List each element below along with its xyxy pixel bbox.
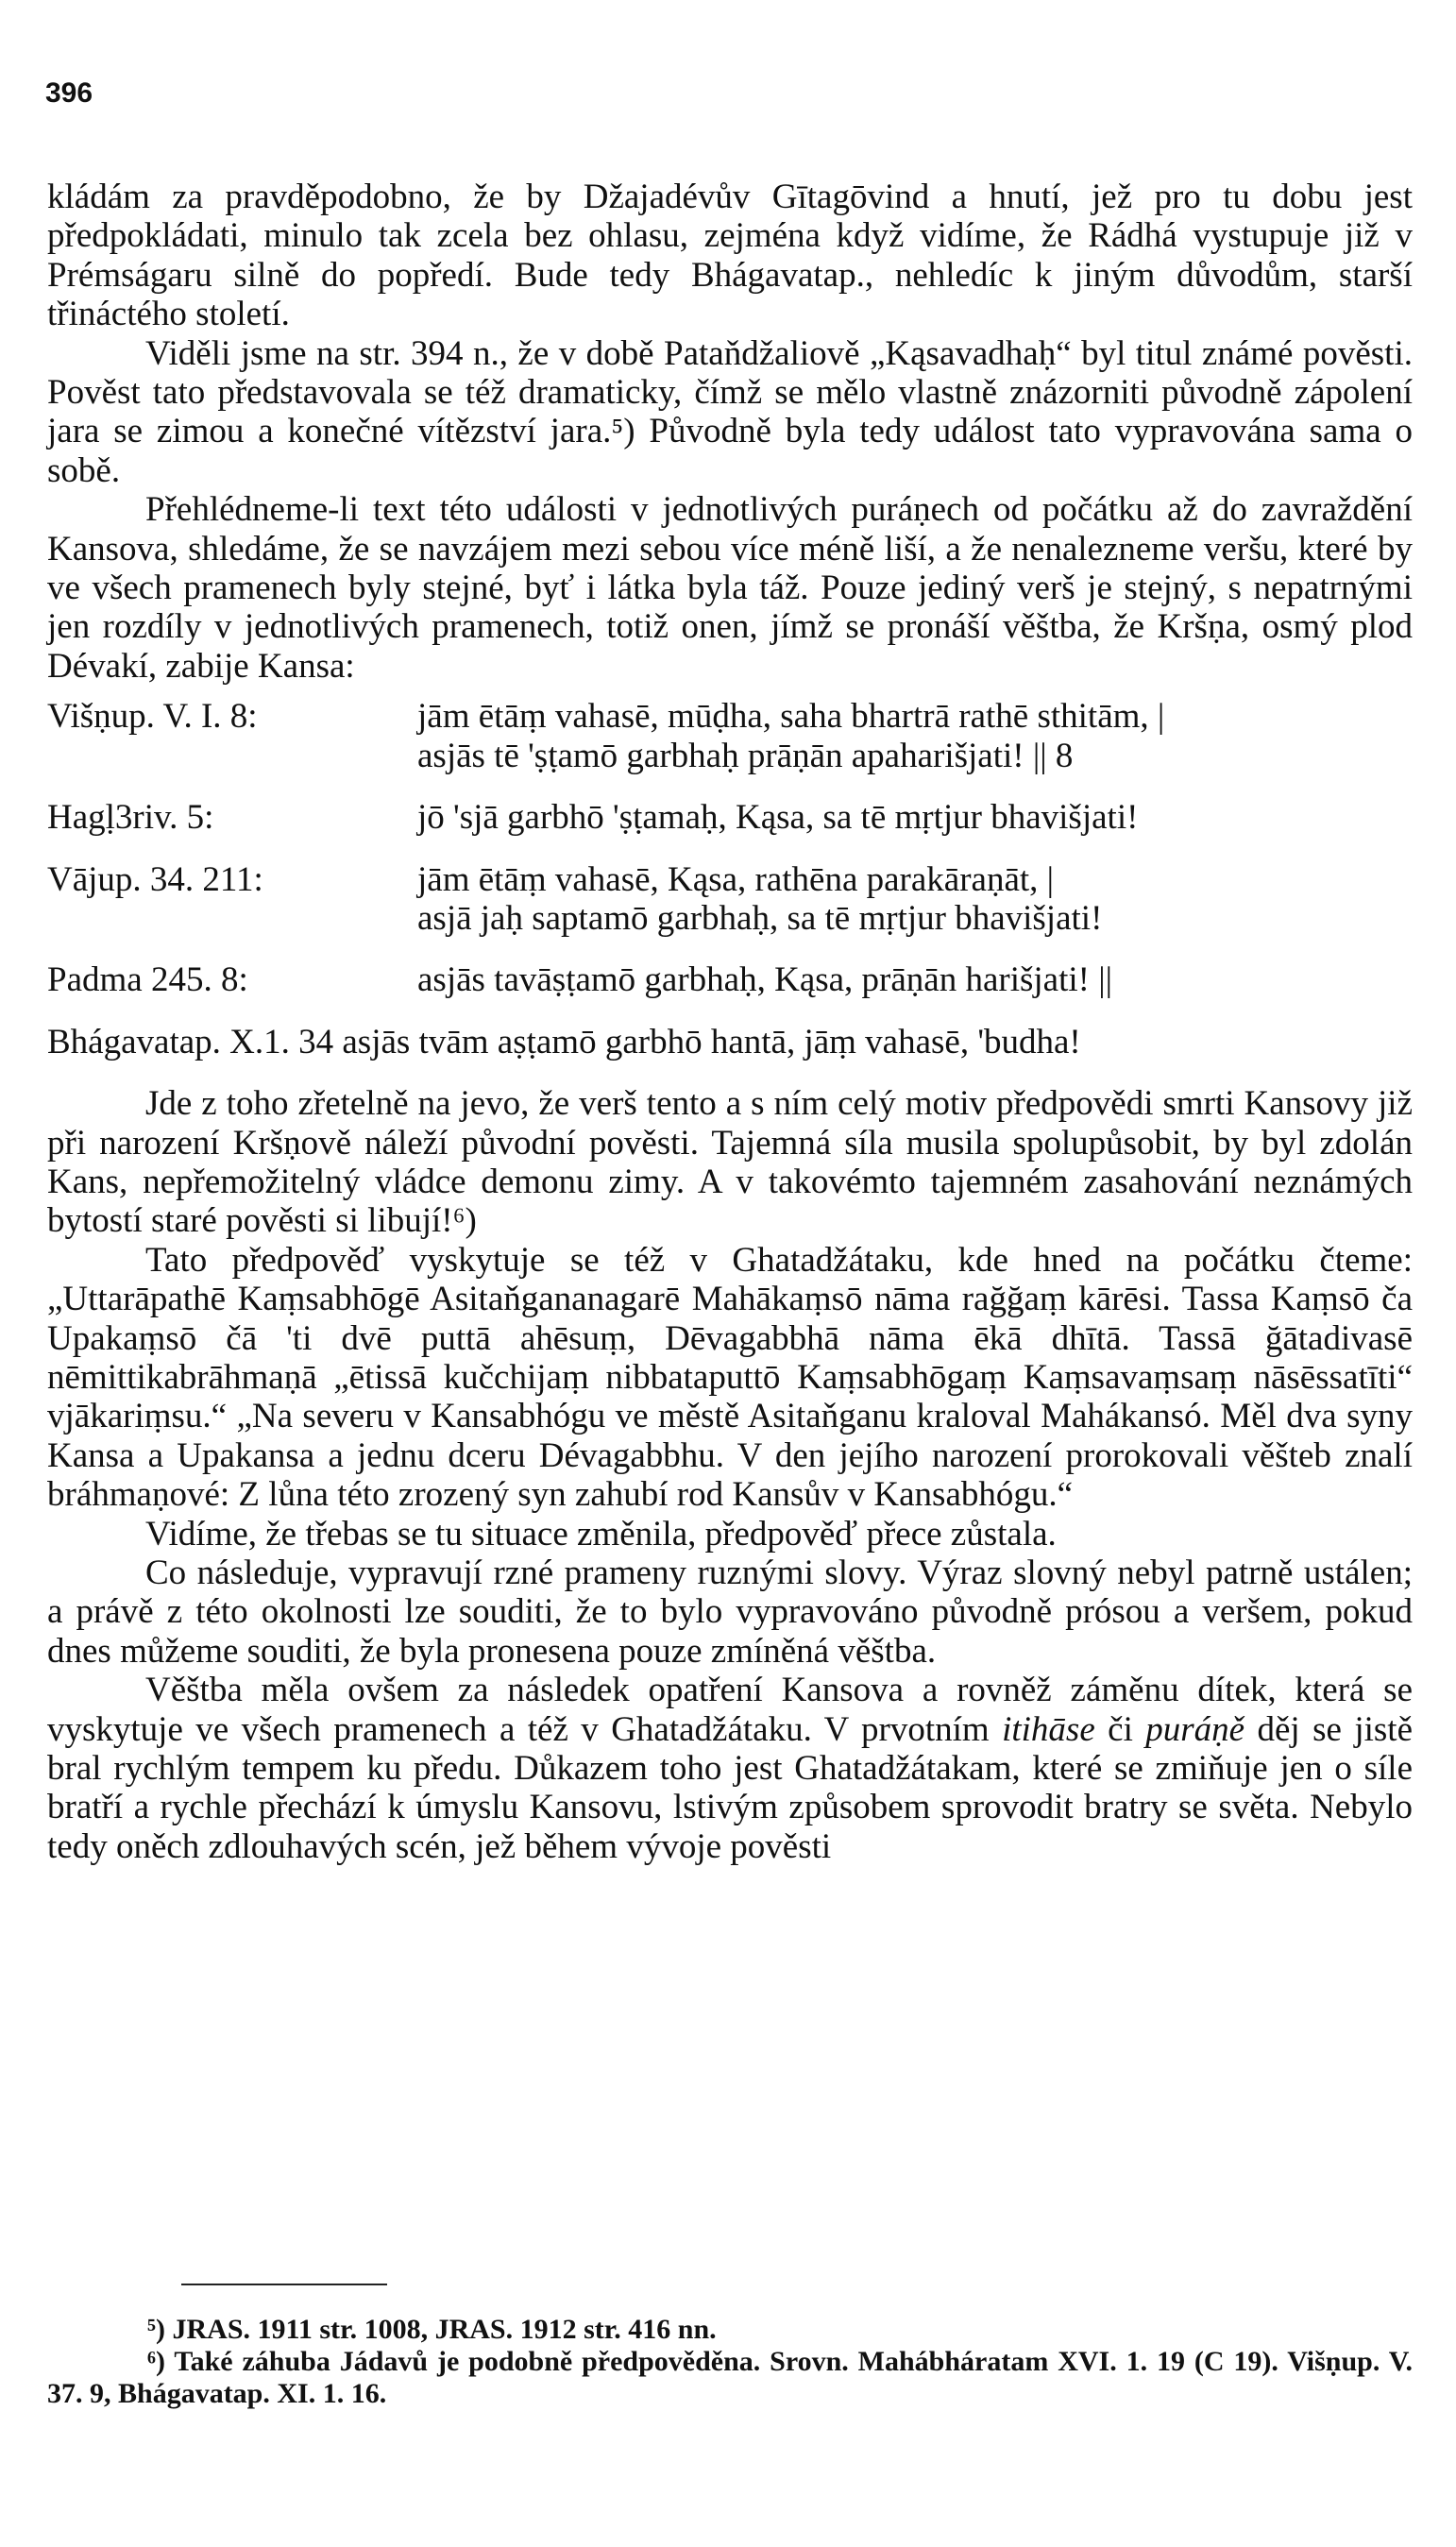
paragraph-text: Věštba měla ovšem za následek opatření Kansova a rovněž záměnu dítek, která se vyskytuje ve všech pramenech a též v Ghatadžátaku. V prvotním	[47, 1671, 1413, 1749]
verse-text	[417, 798, 1413, 837]
verse-source: Hagḷ3riv. 5:	[47, 798, 214, 838]
paragraph: kládám za pravděpodobno, že by Džajadévův Gītagōvind a hnutí, jež pro tu dobu jest předpokládati, minulo tak zcela bez ohlasu, zejména když vidíme, že Rádhá vystupuje již v Prémságaru silně do popředí. Bude tedy Bhágavatap., nehledíc k jiným důvodům, starší třináctého století.	[47, 178, 1413, 334]
verse-text	[417, 860, 1413, 939]
emphasis-purana: puráṇě	[1145, 1709, 1245, 1749]
verse-block	[47, 960, 1413, 999]
verse-text	[417, 960, 1413, 999]
footnote-divider	[181, 2284, 387, 2285]
paragraph: Vidíme, že třebas se tu situace změnila, předpověď přece zůstala.	[145, 1514, 1057, 1554]
emphasis-itihasa: itihāse	[1002, 1709, 1095, 1749]
page-body	[47, 178, 1413, 1866]
verse-block	[47, 798, 1413, 837]
verse-block	[47, 697, 1413, 775]
verse-line: asjās tē 'ṣṭamō garbhaḥ prāṇān apaharišjati! || 8	[417, 736, 1074, 775]
verse-line: jām ētāṃ vahasē, Kąsa, rathēna parakāraṇāt, |	[417, 859, 1055, 899]
verse-source: Višṇup. V. I. 8:	[47, 697, 258, 737]
verse-line: asjās tavāṣṭamō garbhaḥ, Kąsa, prāṇān harišjati! ||	[417, 960, 1113, 1000]
paragraph: Přehlédneme-li text této události v jednotlivých puráṇech od počátku až do zavraždění Kansova, shledáme, že se navzájem mezi sebou více méně liší, a že nenalezneme veršu, které by ve všech pramenech byly stejné, byť i látka byla táž. Pouze jediný verš je stejný, s nepatrnými jen rozdíly v jednotlivých pramenech, totiž onen, jímž se pronáší věštba, že Kršṇa, osmý plod Dévakí, zabije Kansa:	[47, 490, 1413, 686]
footnote: ⁶) Také záhuba Jádavů je podobně předpověděna. Srovn. Mahábháratam XVI. 1. 19 (C 19). Višṇup. V. 37. 9, Bhágavatap. XI. 1. 16.	[47, 2346, 1413, 2409]
verse-line: jām ētāṃ vahasē, mūḍha, saha bhartrā rathē sthitām, |	[417, 697, 1165, 737]
verse-block	[47, 860, 1413, 939]
paragraph-text: děj se jistě bral rychlým tempem ku předu. Důkazem toho jest Ghatadžátakam, které se zmiňuje jen o síle bratří a rychle přechází k úmyslu Kansovu, lstivým způsobem sprovodit bratry se světa. Nebylo tedy oněch zdlouhavých scén, jež během vývoje pověsti	[47, 1709, 1413, 1866]
paragraph: Tato předpověď vyskytuje se též v Ghatadžátaku, kde hned na počátku čteme: „Uttarāpathē Kaṃsabhōgē Asitaňgananagarē Mahākaṃsō nāma rağğaṃ kārēsi. Tassa Kaṃsō ča Upakaṃsō čā 'ti dvē puttā ahēsuṃ, Dēvagabbhā nāma ēkā dhītā. Tassā ğātadivasē nēmittikabrāhmaṇā „ētissā kučchijaṃ nibbataputtō Kaṃsabhōgaṃ Kaṃsavaṃsaṃ nāsēssatīti“ vjākariṃsu.“ „Na severu v Kansabhógu ve městě Asitaňganu kraloval Mahákansó. Měl dva syny Kansa a Upakansa a jednu dceru Dévagabbhu. V den jejího narození prorokovali věšteb znalí bráhmaṇové: Z lůna této zrozený syn zahubí rod Kansův v Kansabhógu.“	[47, 1240, 1413, 1515]
verse-text	[417, 697, 1413, 775]
footnotes	[47, 2314, 1413, 2410]
page-number: 396	[45, 77, 93, 109]
verse-bhagavata: Bhágavatap. X.1. 34 asjās tvām aṣṭamō garbhō hantā, jāṃ vahasē, 'budha!	[47, 1022, 1081, 1061]
paragraph	[47, 1671, 1413, 1866]
paragraph-text: či	[1094, 1709, 1146, 1749]
verse-source: Padma 245. 8:	[47, 960, 248, 1000]
verse-source: Vājup. 34. 211:	[47, 859, 263, 899]
paragraph: Co následuje, vypravují rzné prameny ruznými slovy. Výraz slovný nebyl patrně ustálen; a právě z této okolnosti lze souditi, že to bylo vypravováno původně prósou a veršem, pokud dnes můžeme souditi, že byla pronesena pouze zmíněná věštba.	[47, 1554, 1413, 1671]
paragraph: Jde z toho zřetelně na jevo, že verš tento a s ním celý motiv předpovědi smrti Kansovy již při narození Kršṇově náleží původní pověsti. Tajemná síla musila spolupůsobit, by byl zdolán Kans, nepřemožitelný vládce demonu zimy. A v takovémto tajemném zasahování neznámých bytostí staré pověsti si libují!⁶)	[47, 1084, 1413, 1241]
footnote: ⁵) JRAS. 1911 str. 1008, JRAS. 1912 str. 416 nn.	[147, 2314, 717, 2345]
verse-line: asjā jaḥ saptamō garbhaḥ, sa tē mṛtjur bhavišjati!	[417, 898, 1103, 938]
verse-list	[47, 697, 1413, 1061]
verse-line: jō 'sjā garbhō 'ṣṭamaḥ, Kąsa, sa tē mṛtjur bhavišjati!	[417, 798, 1139, 838]
paragraph: Viděli jsme na str. 394 n., že v době Pataňdžaliově „Kąsavadhaḥ“ byl titul známé pověsti. Pověst tato představovala se též dramaticky, čímž se mělo vlastně znázorniti původně zápolení jara se zimou a konečné vítězství jara.⁵) Původně byla tedy událost tato vypravována sama o sobě.	[47, 333, 1413, 490]
